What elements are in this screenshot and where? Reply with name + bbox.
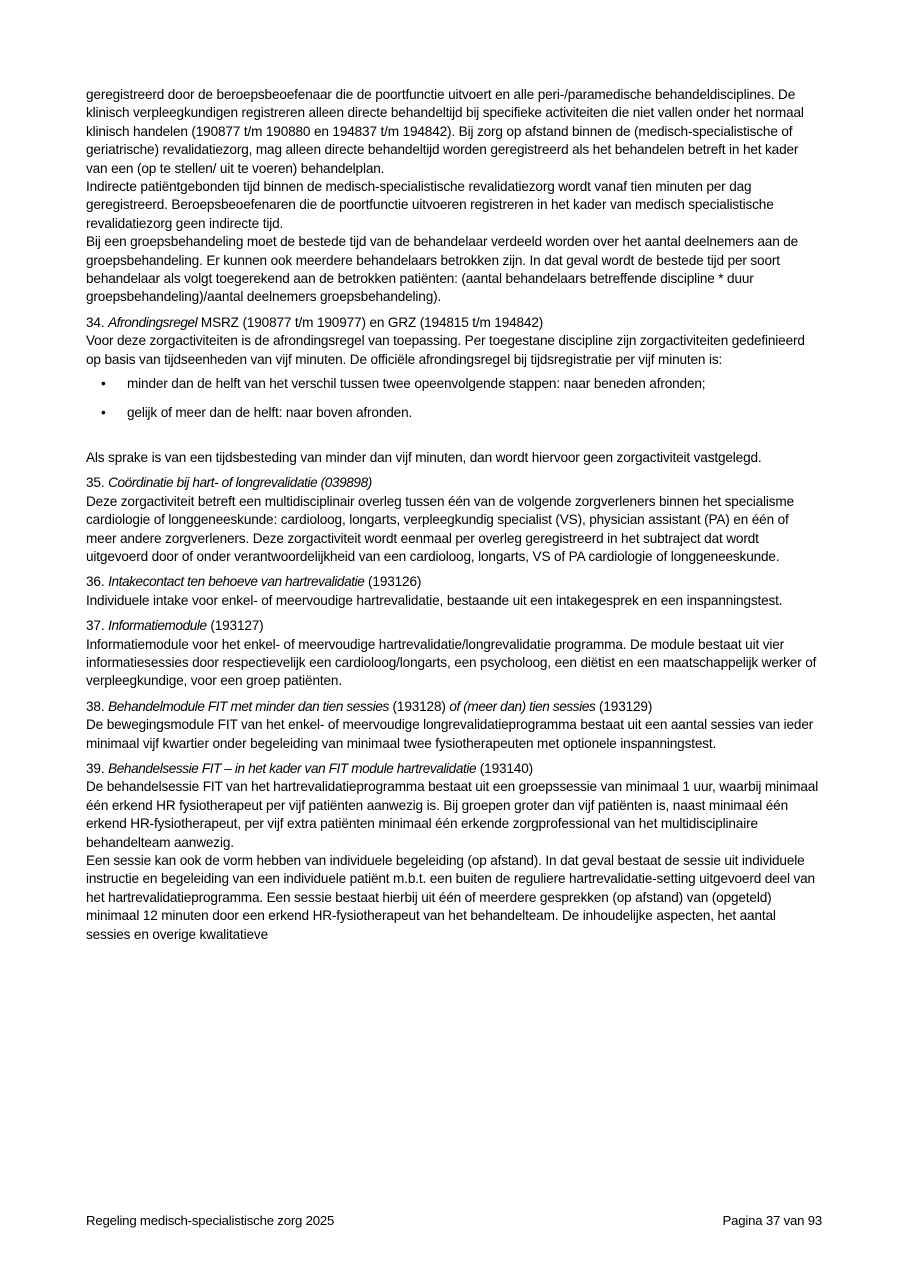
document-page [86,86,822,944]
section-37-body: Informatiemodule voor het enkel- of meervoudige hartrevalidatie/longrevalidatie programma. De module bestaat uit vier informatiesessies door respectievelijk een cardioloog/longarts, een psycholoog, een diëtist en een maatschappelijk werker of verpleegkundige, voor een groep patiënten. [86,636,817,689]
section-number: 36. [86,574,109,590]
section-38 [86,698,822,753]
section-39-body-2: Een sessie kan ook de vorm hebben van individuele begeleiding (op afstand). In dat geval bestaat de sessie uit individuele instructie en begeleiding van een individuele patiënt m.b.t. een buiten de reguliere hartrevalidatie-setting uitgevoerd deel van het hartrevalidatieprogramma. Een sessie bestaat hierbij uit één of meerdere gesprekken (op afstand) van (opgeteld) minimaal 12 minuten door een erkend HR-fysiotherapeut van het behandelteam. De inhoudelijke aspecten, het aantal sessies en overige kwalitatieve [86,853,815,942]
footer-document-title: Regeling medisch-specialistische zorg 2025 [86,1213,335,1228]
section-title-suffix: (193126) [364,574,422,590]
section-number: 39. [86,761,109,776]
intro-paragraph-3: Bij een groepsbehandeling moet de bestede tijd van de behandelaar verdeeld worden over het aantal deelnemers aan de groepsbehandeling. Er kunnen ook meerdere behandelaars betrokken zijn. In dat geval wordt de bestede tijd per soort behandelaar als volgt toegerekend aan de betrokken patiënten: (aantal behandelaars betreffende discipline * duur groepsbehandeling)/aantal deelnemers groepsbehandeling). [86,234,799,305]
section-39-heading [86,760,822,778]
section-38-body: De bewegingsmodule FIT van het enkel- of meervoudige longrevalidatieprogramma bestaat uit een aantal sessies van ieder minimaal vijf kwartier onder begeleiding van minimaal twee fysiotherapeuten met optionele inspanningstest. [86,717,814,751]
section-36 [86,573,822,610]
intro-paragraph-1: geregistreerd door de beroepsbeoefenaar die de poortfunctie uitvoert en alle peri-/paramedische behandeldisciplines. De klinisch verpleegkundigen registreren alleen directe behandeltijd bij specifieke activiteiten die niet vallen onder het normaal klinisch handelen (190877 t/m 190880 en 194837 t/m 194842). Bij zorg op afstand binnen de (medisch-specialistische of geriatrische) revalidatiezorg, mag alleen directe behandeltijd worden geregistreerd als het behandelen betreft in het kader van een (op te stellen/ uit te voeren) behandelplan. [86,87,804,176]
section-title: Coördinatie bij hart- of longrevalidatie (039898) [108,475,372,491]
bullet-icon: • [101,404,106,420]
section-title-suffix: (193127) [206,618,264,634]
section-36-body: Individuele intake voor enkel- of meervoudige hartrevalidatie, bestaande uit een intakegesprek en een inspanningstest. [86,592,783,608]
footer-page-number: Pagina 37 van 93 [722,1213,822,1228]
list-item-text: minder dan de helft van het verschil tussen twee opeenvolgende stappen: naar beneden afronden; [127,376,706,392]
section-title: Informatiemodule [108,618,207,634]
section-34 [86,314,822,467]
section-36-heading [86,573,822,591]
list-item-text: gelijk of meer dan de helft: naar boven afronden. [127,404,413,420]
section-title-alt: of (meer dan) tien sessies [449,698,596,714]
section-code-alt: (193129) [595,698,653,714]
section-34-body: Voor deze zorgactiviteiten is de afrondingsregel van toepassing. Per toegestane discipline zijn zorgactiviteiten gedefinieerd op basis van tijdseenheden van vijf minuten. De officiële afrondingsregel bij tijdsregistratie per vijf minuten is: [86,333,805,367]
section-title: Intakecontact ten behoeve van hartrevalidatie [108,574,365,590]
section-37-heading [86,617,822,635]
section-38-heading [86,698,822,716]
section-35-heading [86,474,822,492]
spacer [86,432,822,449]
section-35 [86,474,822,566]
section-title: Behandelsessie FIT – in het kader van FIT module hartrevalidatie [108,761,477,776]
section-number: 35. [86,475,109,491]
section-number: 38. [86,698,109,714]
section-39 [86,760,822,944]
section-39-body: De behandelsessie FIT van het hartrevalidatieprogramma bestaat uit een groepssessie van minimaal 1 uur, waarbij minimaal één erkend HR fysiotherapeut per vijf patiënten aanwezig is. Bij groepen groter dan vijf patiënten is, naast minimaal één erkend HR-fysiotherapeut, per vijf extra patiënten minimaal één erkende zorgprofessional van het multidisciplinaire behandelteam aanwezig. [86,779,819,850]
intro-paragraph-2: Indirecte patiëntgebonden tijd binnen de medisch-specialistische revalidatiezorg wordt vanaf tien minuten per dag geregistreerd. Beroepsbeoefenaren die de poortfunctie uitvoeren registreren in het kader van medisch specialistische revalidatiezorg geen indirecte tijd. [86,179,774,231]
list-item [86,375,822,393]
section-34-heading [86,314,822,332]
section-title: Afrondingsregel [108,314,198,330]
section-title-suffix: (193140) [476,761,533,776]
page-footer [86,1213,822,1228]
section-34-after: Als sprake is van een tijdsbesteding van minder dan vijf minuten, dan wordt hiervoor geen zorgactiviteit vastgelegd. [86,449,762,465]
section-title-suffix: MSRZ (190877 t/m 190977) en GRZ (194815 t/m 194842) [197,314,544,330]
rounding-rule-list [86,375,822,422]
section-35-body: Deze zorgactiviteit betreft een multidisciplinair overleg tussen één van de volgende zorgverleners binnen het specialisme cardiologie of longgeneeskunde: cardioloog, longarts, verpleegkundig specialist (VS), physician assistant (PA) en één of meer andere zorgverleners. Deze zorgactiviteit wordt eenmaal per overleg geregistreerd in het subtraject dat wordt uitgevoerd door of onder verantwoordelijkheid van een cardioloog, longarts, VS of PA cardiologie of longgeneeskunde. [86,493,795,564]
section-37 [86,617,822,691]
section-number: 37. [86,618,109,634]
bullet-icon: • [101,376,106,392]
section-code: (193128) [388,698,450,714]
section-number: 34. [86,314,109,330]
list-item [86,404,822,422]
section-title: Behandelmodule FIT met minder dan tien sessies [108,698,389,714]
